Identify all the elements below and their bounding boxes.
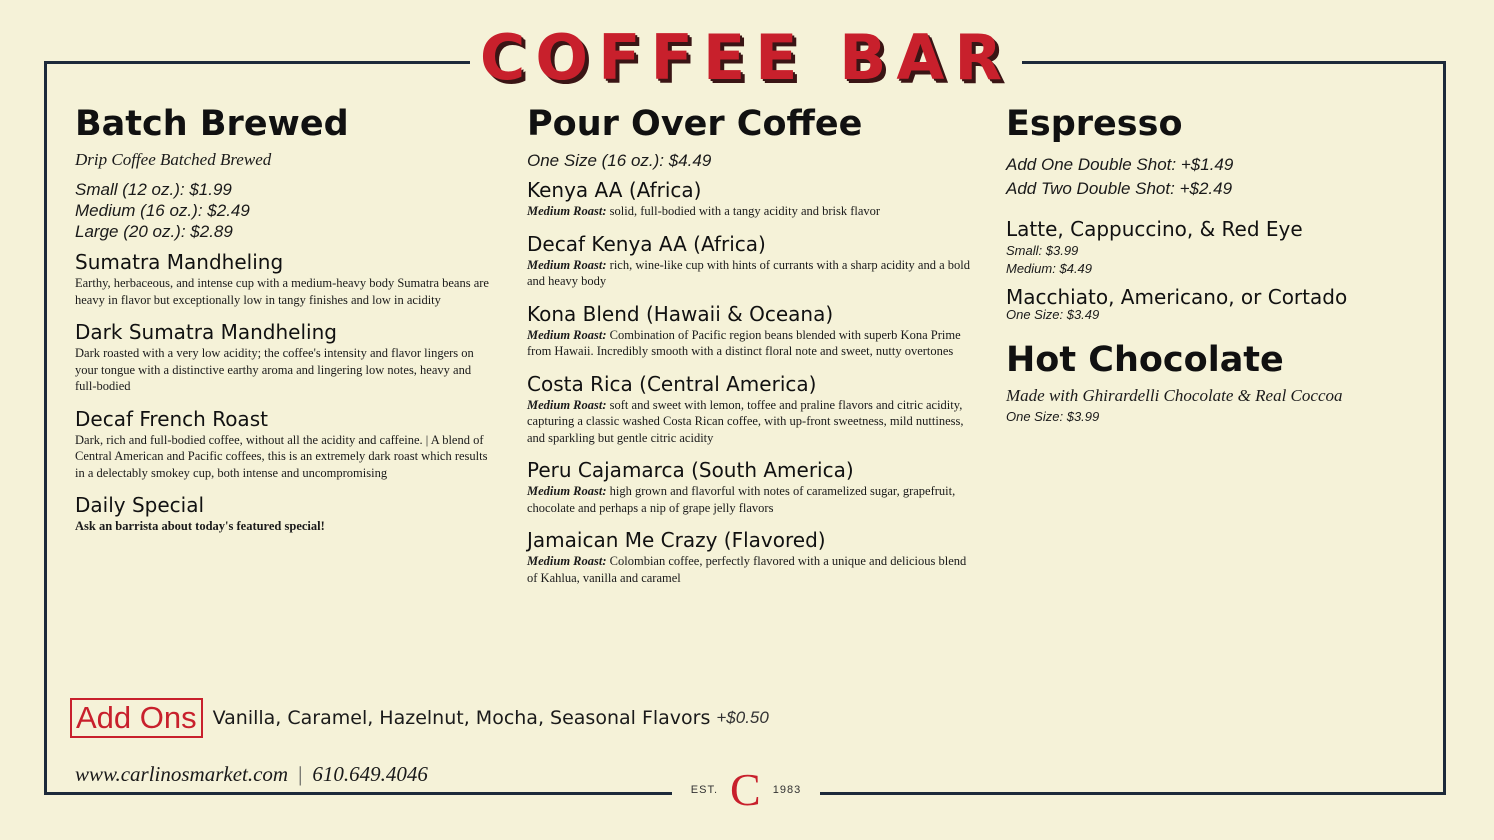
size-price: $4.49	[668, 151, 712, 170]
size-price: $2.89	[190, 222, 233, 241]
addons-list: Vanilla, Caramel, Hazelnut, Mocha, Seasonal Flavors	[212, 707, 711, 729]
batch-brewed-heading: Batch Brewed	[75, 104, 349, 144]
logo-year: 1983	[772, 784, 802, 796]
desc-text: Colombian coffee, perfectly flavored with a unique and delicious blend of Kahlua, vanilla and caramel	[527, 554, 967, 585]
batch-brewed-section	[75, 100, 495, 535]
menu-item-desc	[527, 257, 972, 290]
menu-item-desc	[527, 327, 972, 360]
menu-item-name: Decaf Kenya AA (Africa)	[527, 231, 766, 256]
addons-row	[70, 697, 1070, 739]
shot-label: Add Two Double Shot:	[1006, 179, 1175, 198]
batch-sizes	[75, 179, 495, 242]
menu-item-name: Peru Cajamarca (South America)	[527, 458, 854, 482]
menu-item-desc: Ask an barrista about today's featured special!	[75, 519, 325, 533]
espresso-shots	[1006, 153, 1426, 201]
footer-contact	[75, 762, 428, 787]
menu-item-name: Jamaican Me Crazy (Flavored)	[527, 528, 826, 552]
page-title: COFFEE BAR	[479, 21, 1013, 94]
desc-text: high grown and flavorful with notes of caramelized sugar, grapefruit, chocolate and perhaps a nip of grape jelly flavors	[527, 484, 956, 515]
menu-item-desc: Earthy, herbaceous, and intense cup with a medium-heavy body Sumatra beans are heavy in flavor but exceptionally low in tangy finishes and low in acidity	[75, 276, 489, 307]
macchiato-size	[1006, 308, 1426, 322]
menu-item-name: Latte, Cappuccino, & Red Eye	[1006, 217, 1303, 241]
desc-text: soft and sweet with lemon, toffee and praline flavors and citric acidity, capturing a classic washed Costa Rican coffee, with up-front sweetness, mild nuttiness, and sparkling but gentle citric acidity	[527, 397, 964, 445]
menu-item-name: Costa Rica (Central America)	[527, 371, 817, 396]
size-label: Large (20 oz.):	[75, 222, 186, 241]
pour-over-size	[527, 150, 972, 171]
size-label: One Size:	[1006, 409, 1064, 424]
latte-small	[1006, 242, 1426, 260]
espresso-section	[1006, 100, 1426, 426]
size-price: $1.99	[189, 180, 232, 199]
size-label: Medium:	[1006, 261, 1056, 276]
shot-label: Add One Double Shot:	[1006, 155, 1177, 174]
addons-label: Add Ons	[70, 698, 203, 738]
roast-label: Medium Roast:	[527, 257, 607, 272]
pour-over-heading: Pour Over Coffee	[527, 104, 863, 144]
phone-number[interactable]: 610.649.4046	[312, 762, 428, 786]
roast-label: Medium Roast:	[527, 554, 607, 568]
addons-price: +$0.50	[716, 708, 769, 727]
shot-price: +$1.49	[1180, 155, 1234, 174]
batch-brewed-subtitle: Drip Coffee Batched Brewed	[75, 150, 272, 169]
logo	[672, 765, 820, 815]
menu-item-desc	[527, 553, 972, 586]
menu-item-desc: Dark, rich and full-bodied coffee, without all the acidity and caffeine. | A blend of Central American and Pacific coffees, this is an extremely dark roast which results in a delectably smokey cup, both intense and uncompromising	[75, 432, 488, 480]
size-price: $3.99	[1066, 409, 1100, 424]
size-price: $4.49	[1059, 261, 1093, 276]
menu-item-name: Daily Special	[75, 493, 205, 517]
size-price: $3.49	[1066, 307, 1100, 322]
size-label: Small (12 oz.):	[75, 180, 185, 199]
shot-price: +$2.49	[1179, 179, 1233, 198]
size-large	[75, 221, 495, 242]
menu-item-name: Kenya AA (Africa)	[527, 178, 702, 202]
latte-medium	[1006, 260, 1426, 278]
size-label: Small:	[1006, 243, 1043, 258]
shot-one	[1006, 153, 1426, 177]
menu-item-desc	[527, 397, 972, 447]
menu-item-desc	[527, 203, 972, 220]
logo-est: EST.	[690, 784, 719, 796]
menu-item-name: Kona Blend (Hawaii & Oceana)	[527, 301, 834, 326]
logo-letter: C	[730, 764, 761, 815]
roast-label: Medium Roast:	[527, 204, 607, 218]
header	[470, 22, 1022, 102]
desc-text: Combination of Pacific region beans blended with superb Kona Prime from Hawaii. Incredibly smooth with a distinct floral note and sweet, nutty overtones	[527, 327, 961, 358]
pour-over-section	[527, 100, 972, 586]
roast-label: Medium Roast:	[527, 397, 607, 412]
menu-item-name: Dark Sumatra Mandheling	[75, 320, 337, 344]
menu-item-name: Sumatra Mandheling	[75, 250, 284, 274]
roast-label: Medium Roast:	[527, 484, 607, 498]
shot-two	[1006, 177, 1426, 201]
menu-item-desc: Dark roasted with a very low acidity; the coffee's intensity and flavor lingers on your tongue with a distinctive earthy aroma and lingering low notes, heavy and full-bodied	[75, 346, 474, 393]
size-price: $2.49	[207, 201, 250, 220]
roast-label: Medium Roast:	[527, 327, 607, 342]
menu-item-name: Decaf French Roast	[75, 406, 268, 431]
hot-chocolate-subtitle: Made with Ghirardelli Chocolate & Real Coccoa	[1006, 386, 1343, 405]
size-label: One Size (16 oz.):	[527, 151, 665, 170]
size-label: One Size:	[1006, 307, 1064, 322]
footer-separator: |	[298, 762, 303, 786]
size-small	[75, 179, 495, 200]
espresso-heading: Espresso	[1006, 104, 1183, 144]
hot-chocolate-heading: Hot Chocolate	[1006, 340, 1284, 380]
size-price: $3.99	[1045, 243, 1079, 258]
hot-chocolate-size	[1006, 408, 1426, 426]
menu-item-desc	[527, 483, 972, 516]
size-medium	[75, 200, 495, 221]
size-label: Medium (16 oz.):	[75, 201, 203, 220]
menu-item-name: Macchiato, Americano, or Cortado	[1006, 285, 1348, 309]
desc-text: solid, full-bodied with a tangy acidity and brisk flavor	[609, 204, 881, 218]
website-link[interactable]: www.carlinosmarket.com	[75, 762, 289, 786]
desc-text: rich, wine-like cup with hints of currants with a sharp acidity and a bold and heavy body	[527, 257, 970, 288]
